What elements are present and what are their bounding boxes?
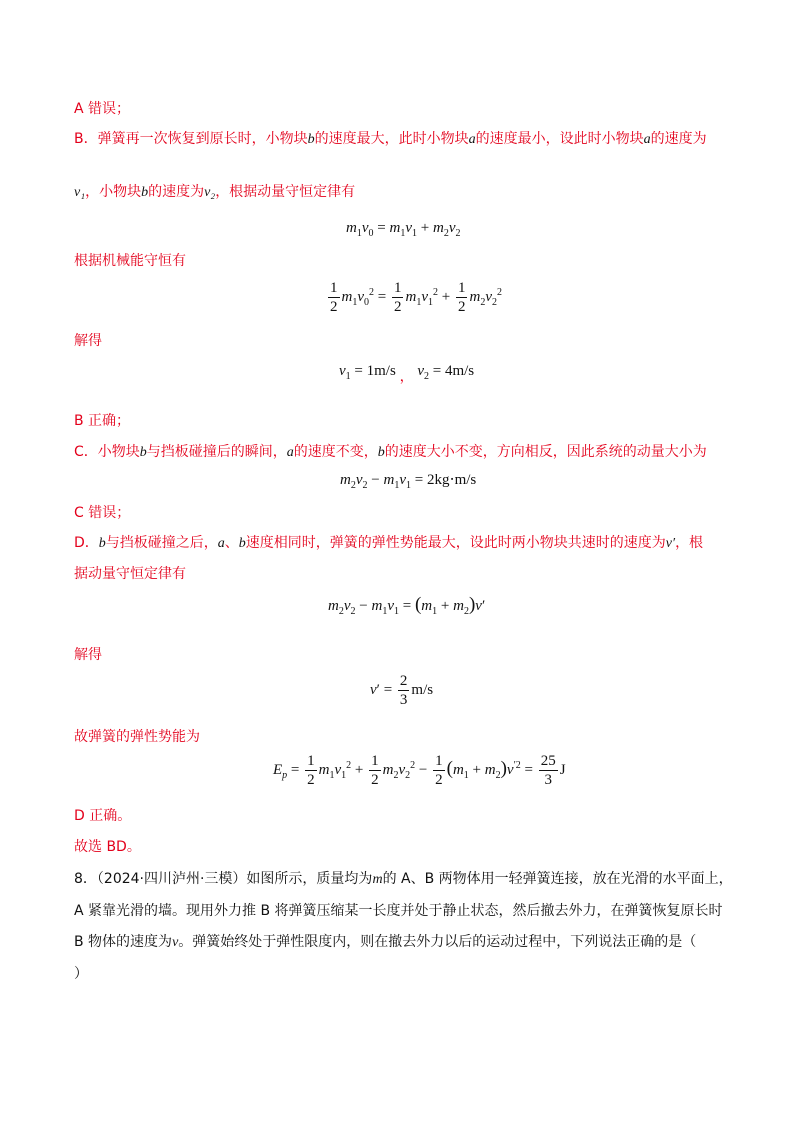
text-energy-conservation: 根据机械能守恒有 — [74, 253, 186, 269]
statement-ep-intro — [74, 727, 200, 747]
question-8-line4 — [74, 964, 88, 984]
text-segment: ，根 — [675, 535, 704, 551]
text-segment: 与挡板碰撞后的瞬间， — [146, 444, 287, 460]
statement-solve-1 — [74, 331, 102, 351]
symbol-a: a — [468, 132, 476, 147]
symbol-b: b — [377, 445, 385, 460]
text-solve: 解得 — [74, 647, 102, 663]
text-segment: 的 A、B 两物体用一轻弹簧连接，放在光滑的水平面上， — [382, 871, 733, 887]
symbol-v2: v₂ — [204, 185, 216, 200]
text-segment: 的速度最大，此时小物块 — [314, 131, 469, 147]
symbol-a: a — [643, 132, 651, 147]
text-c-wrong: C 错误； — [74, 505, 131, 521]
text-ep-intro: 故弹簧的弹性势能为 — [74, 729, 200, 745]
text-segment: 8．（2024·四川泸州·三模）如图所示，质量均为 — [74, 871, 373, 887]
symbol-b: b — [141, 185, 149, 200]
statement-d-line1 — [74, 533, 703, 554]
statement-a-wrong — [74, 99, 130, 119]
text-segment: 的速度大小不变，方向相反，因此系统的动量大小为 — [384, 444, 707, 460]
text-segment: 的速度为 — [650, 131, 707, 147]
question-8-line1 — [74, 869, 733, 890]
text-final-answer: 故选 BD。 — [74, 839, 141, 855]
equation-energy-conservation: $\frac{1}{2}$ $m_1v_0^2$ = $\frac{1}{2}$ $m_1v_1^2$ + $\frac{1}{2}$ $m_2v_2^2$ — [330, 280, 502, 315]
statement-b-right — [74, 411, 130, 431]
text-segment: A 紧靠光滑的墙。现用外力推 B 将弹簧压缩某一长度并处于静止状态，然后撤去外力，在弹簧恢复原长时 — [74, 903, 723, 919]
symbol-b: b — [307, 132, 315, 147]
symbol-v1: v₁ — [74, 185, 86, 200]
result-v2: $v_2 = 4m/s$ — [417, 363, 475, 382]
text-segment: ，小物块 — [85, 184, 142, 200]
statement-solve-2 — [74, 645, 102, 665]
equation-result-velocities — [339, 360, 475, 385]
text-segment: 据动量守恒定律有 — [74, 566, 186, 582]
statement-d-right — [74, 806, 131, 826]
symbol-a: a — [217, 536, 225, 551]
symbol-b: b — [98, 536, 106, 551]
question-8-line3 — [74, 932, 696, 953]
symbol-v: v — [172, 935, 179, 950]
text-segment: 的速度为 — [148, 184, 205, 200]
symbol-vprime: v′ — [665, 536, 676, 551]
equation-elastic-potential-energy: $E_p$ = $\frac{1}{2}$ $m_1v_1^2$ + $\frac{1}{2}$ $m_2v_2^2$ − $\frac{1}{2}$ $(m_1 + m_2)v^{'2}$ = $\frac{25}{3}$ J — [273, 753, 566, 788]
statement-b-line2 — [74, 182, 355, 203]
result-v1: $v_1 = 1m/s$ — [339, 363, 396, 382]
text-a-wrong: A 错误； — [74, 101, 131, 117]
equation-momentum-d: $m_2v_2 - m_1v_1 = (m_1 + m_2)v'$ — [328, 594, 486, 617]
text-segment: 速度相同时，弹簧的弹性势能最大，设此时两小物块共速时的速度为 — [245, 535, 666, 551]
statement-c — [74, 442, 707, 463]
symbol-m: m — [372, 872, 383, 887]
text-segment: 。弹簧始终处于弹性限度内，则在撤去外力以后的运动过程中，下列说法正确的是（ — [178, 934, 697, 950]
text-segment: ，根据动量守恒定律有 — [215, 184, 356, 200]
text-segment: 的速度不变， — [293, 444, 378, 460]
equation-momentum-c: $m_2v_2 - m_1v_1 = 2kg\cdot m/s$ — [340, 472, 477, 491]
symbol-b: b — [238, 536, 246, 551]
statement-d-line2 — [74, 564, 186, 584]
text-d-right: D 正确。 — [74, 808, 132, 824]
statement-c-wrong — [74, 503, 130, 523]
text-segment: 的速度最小，设此时小物块 — [475, 131, 644, 147]
text-segment: 与挡板碰撞之后， — [105, 535, 218, 551]
text-segment: B．弹簧再一次恢复到原长时，小物块 — [74, 131, 308, 147]
statement-energy-conservation — [74, 251, 186, 271]
text-segment: B 物体的速度为 — [74, 934, 173, 950]
result-separator: ， — [399, 370, 414, 385]
symbol-a: a — [286, 445, 294, 460]
equation-momentum-b: $m_1v_0 = m_1v_1 + m_2v_2$ — [346, 220, 461, 239]
text-segment: ） — [74, 966, 88, 982]
final-answer — [74, 837, 141, 857]
text-b-right: B 正确； — [74, 413, 131, 429]
symbol-b: b — [139, 445, 147, 460]
statement-b-line1 — [74, 129, 707, 150]
text-segment: D． — [74, 535, 99, 551]
question-8-line2 — [74, 901, 723, 921]
equation-result-vprime: v′ = $\frac{2}{3}$ m/s — [370, 673, 434, 708]
text-solve: 解得 — [74, 333, 102, 349]
text-segment: C．小物块 — [74, 444, 140, 460]
text-segment: 、 — [224, 535, 239, 551]
